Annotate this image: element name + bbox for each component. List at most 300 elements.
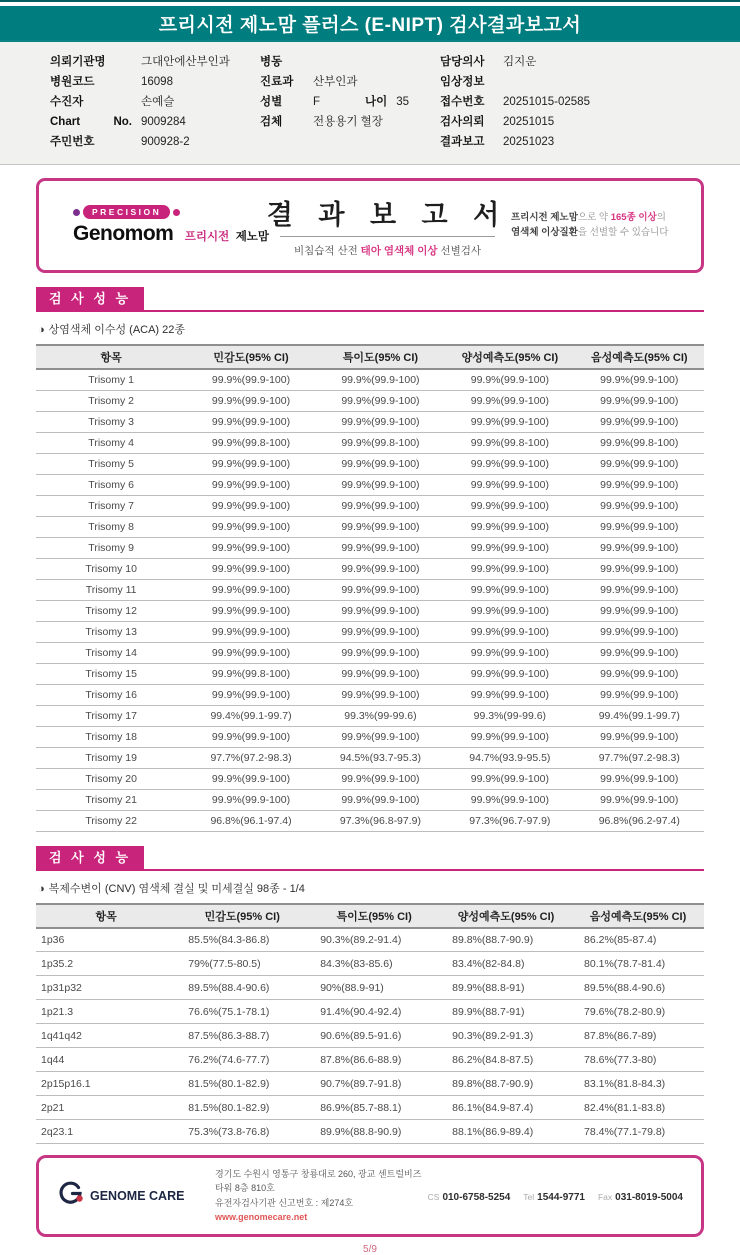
genomecare-logo-icon <box>57 1180 84 1212</box>
value-cell: 99.9%(99.9-100) <box>445 516 574 537</box>
table-row <box>36 928 704 952</box>
info-row <box>50 72 260 92</box>
value-cell: 99.9%(99.9-100) <box>445 642 574 663</box>
info-row <box>440 112 730 132</box>
note-bold-2: 염색체 이상질환 <box>511 226 578 238</box>
subtitle-post: 선별검사 <box>437 245 482 257</box>
cnv-performance-table <box>36 903 704 1145</box>
value-cell: 99.9%(99.9-100) <box>316 474 445 495</box>
value-cell: 99.9%(99.9-100) <box>445 537 574 558</box>
item-cell: Trisomy 11 <box>36 579 186 600</box>
table-row <box>36 789 704 810</box>
value-cell: 99.9%(99.9-100) <box>445 411 574 432</box>
report-title-bar <box>0 6 740 40</box>
item-cell: Trisomy 13 <box>36 621 186 642</box>
item-cell: 2p15p16.1 <box>36 1072 176 1096</box>
item-cell: Trisomy 1 <box>36 369 186 390</box>
item-cell: Trisomy 15 <box>36 663 186 684</box>
report-title-text: 프리시전 제노맘 플러스 (E-NIPT) 검사결과보고서 <box>158 14 582 36</box>
value-cell: 99.9%(99.9-100) <box>575 411 704 432</box>
value-cell: 99.9%(99.9-100) <box>575 684 704 705</box>
value-cell: 99.9%(99.9-100) <box>316 726 445 747</box>
patient-info-column-1 <box>50 52 260 152</box>
item-cell: Trisomy 22 <box>36 810 186 831</box>
field-label: 나이 <box>365 96 388 108</box>
value-cell: 83.1%(81.8-84.3) <box>572 1072 704 1096</box>
value-cell: 99.9%(99.9-100) <box>186 474 315 495</box>
value-cell: 81.5%(80.1-82.9) <box>176 1096 308 1120</box>
item-cell: 1q41q42 <box>36 1024 176 1048</box>
note-line-2 <box>511 226 681 241</box>
value-cell: 89.9%(88.7-91) <box>440 1000 572 1024</box>
value-cell: 97.3%(96.8-97.9) <box>316 810 445 831</box>
section-aca-heading-label: 검 사 성 능 <box>36 287 144 310</box>
field-label: 담당의사 <box>440 56 485 68</box>
value-cell: 99.9%(99.9-100) <box>445 663 574 684</box>
aca-performance-table <box>36 344 704 832</box>
value-cell: 99.9%(99.9-100) <box>186 642 315 663</box>
item-cell: Trisomy 9 <box>36 537 186 558</box>
item-cell: 1p31p32 <box>36 976 176 1000</box>
value-cell: 87.8%(86.7-89) <box>572 1024 704 1048</box>
table-row <box>36 1024 704 1048</box>
value-cell: 99.9%(99.8-100) <box>575 432 704 453</box>
section-cnv-heading-rule <box>36 846 704 871</box>
table-row <box>36 952 704 976</box>
info-row <box>440 52 730 72</box>
item-cell: 2q23.1 <box>36 1120 176 1144</box>
field-value: 16098 <box>141 76 173 88</box>
value-cell: 99.9%(99.9-100) <box>575 390 704 411</box>
subtitle-pre: 비침습적 산전 <box>293 245 361 257</box>
info-row <box>260 112 440 132</box>
value-cell: 99.9%(99.9-100) <box>445 495 574 516</box>
value-cell: 99.9%(99.9-100) <box>186 537 315 558</box>
value-cell: 87.8%(86.6-88.9) <box>308 1048 440 1072</box>
value-cell: 97.7%(97.2-98.3) <box>575 747 704 768</box>
item-cell: Trisomy 2 <box>36 390 186 411</box>
table-row <box>36 453 704 474</box>
brand-korean-genomom: 제노맘 <box>235 231 270 243</box>
field-label: 성별 <box>260 96 283 108</box>
note-end-2: 을 선별할 수 있습니다 <box>577 226 669 238</box>
value-cell: 90.7%(89.7-91.8) <box>308 1072 440 1096</box>
item-cell: Trisomy 4 <box>36 432 186 453</box>
info-row <box>50 52 260 72</box>
brand-block <box>59 205 270 246</box>
table-row <box>36 474 704 495</box>
field-label: 의뢰기관명 <box>50 56 106 68</box>
value-cell: 99.3%(99-99.6) <box>445 705 574 726</box>
field-label: 임상정보 <box>440 76 485 88</box>
table-row <box>36 1120 704 1144</box>
field-value: 9009284 <box>141 116 186 128</box>
value-cell: 99.3%(99-99.6) <box>316 705 445 726</box>
fax-number: 031-8019-5004 <box>615 1191 683 1203</box>
value-cell: 99.9%(99.9-100) <box>186 579 315 600</box>
value-cell: 99.9%(99.9-100) <box>316 453 445 474</box>
cs-number: 010-6758-5254 <box>442 1191 511 1203</box>
column-header: 음성예측도(95% CI) <box>572 904 704 928</box>
value-cell: 99.9%(99.9-100) <box>575 663 704 684</box>
page-top-edge <box>0 0 740 2</box>
value-cell: 86.1%(84.9-87.4) <box>440 1096 572 1120</box>
value-cell: 99.9%(99.9-100) <box>575 495 704 516</box>
contact-tel <box>523 1187 585 1205</box>
table-row <box>36 726 704 747</box>
value-cell: 86.2%(84.8-87.5) <box>440 1048 572 1072</box>
info-row <box>440 92 730 112</box>
value-cell: 78.4%(77.1-79.8) <box>572 1120 704 1144</box>
note-highlight: 165종 이상 <box>610 211 657 223</box>
column-header: 음성예측도(95% CI) <box>575 345 704 369</box>
field-value: 20251023 <box>503 136 555 148</box>
value-cell: 99.9%(99.9-100) <box>575 558 704 579</box>
value-cell: 99.9%(99.9-100) <box>445 768 574 789</box>
value-cell: 99.9%(99.9-100) <box>445 600 574 621</box>
item-cell: Trisomy 12 <box>36 600 186 621</box>
value-cell: 80.1%(78.7-81.4) <box>572 952 704 976</box>
item-cell: Trisomy 20 <box>36 768 186 789</box>
column-header: 양성예측도(95% CI) <box>445 345 574 369</box>
footer-registration: 유전자검사기관 신고번호 : 제274호 <box>215 1197 354 1208</box>
field-value: 900928-2 <box>141 136 190 148</box>
value-cell: 99.9%(99.8-100) <box>186 432 315 453</box>
field-value: 손예슬 <box>141 96 175 108</box>
table-header-row <box>36 345 704 369</box>
value-cell: 91.4%(90.4-92.4) <box>308 1000 440 1024</box>
field-label: Chart No. <box>50 116 132 128</box>
section-cnv-subheading <box>38 880 704 896</box>
section-cnv <box>36 846 704 1145</box>
item-cell: Trisomy 21 <box>36 789 186 810</box>
value-cell: 90.3%(89.2-91.4) <box>308 928 440 952</box>
field-value: 35 <box>396 96 410 108</box>
value-cell: 99.9%(99.9-100) <box>575 768 704 789</box>
item-cell: 1p36 <box>36 928 176 952</box>
note-mid: 으로 약 <box>577 211 611 223</box>
value-cell: 89.8%(88.7-90.9) <box>440 928 572 952</box>
cs-label: CS <box>427 1191 440 1202</box>
brand-line <box>73 222 270 246</box>
field-value: F <box>313 96 321 108</box>
value-cell: 99.9%(99.9-100) <box>316 390 445 411</box>
tel-number: 1544-9771 <box>537 1191 585 1203</box>
badge-dot-left-icon <box>73 209 80 216</box>
table-row <box>36 621 704 642</box>
value-cell: 99.9%(99.9-100) <box>186 768 315 789</box>
value-cell: 99.9%(99.9-100) <box>186 516 315 537</box>
table-row <box>36 516 704 537</box>
table-row <box>36 537 704 558</box>
half-circle-bullet-icon: ◑ <box>38 324 45 336</box>
value-cell: 89.5%(88.4-90.6) <box>176 976 308 1000</box>
field-label: 병원코드 <box>50 76 95 88</box>
table-row <box>36 1000 704 1024</box>
value-cell: 99.9%(99.9-100) <box>186 684 315 705</box>
value-cell: 99.9%(99.9-100) <box>316 558 445 579</box>
note-end-1: 의 <box>656 211 666 223</box>
value-cell: 84.3%(83-85.6) <box>308 952 440 976</box>
value-cell: 75.3%(73.8-76.8) <box>176 1120 308 1144</box>
value-cell: 99.9%(99.9-100) <box>186 453 315 474</box>
field-value: 산부인과 <box>313 76 358 88</box>
section-cnv-heading-label: 검 사 성 능 <box>36 846 144 869</box>
report-subtitle <box>264 243 511 258</box>
field-label: 주민번호 <box>50 136 95 148</box>
note-bold-1: 프리시전 제노맘 <box>511 211 578 223</box>
value-cell: 99.9%(99.9-100) <box>575 621 704 642</box>
table-row <box>36 411 704 432</box>
value-cell: 99.9%(99.9-100) <box>575 789 704 810</box>
table-row <box>36 1048 704 1072</box>
value-cell: 99.9%(99.9-100) <box>575 369 704 390</box>
table-row <box>36 600 704 621</box>
value-cell: 99.9%(99.9-100) <box>316 642 445 663</box>
value-cell: 96.8%(96.1-97.4) <box>186 810 315 831</box>
value-cell: 89.8%(88.7-90.9) <box>440 1072 572 1096</box>
section-aca-subheading-text: 상염색체 이수성 (ACA) 22종 <box>48 324 186 336</box>
item-cell: 1p21.3 <box>36 1000 176 1024</box>
value-cell: 89.5%(88.4-90.6) <box>572 976 704 1000</box>
item-cell: Trisomy 3 <box>36 411 186 432</box>
value-cell: 99.9%(99.9-100) <box>575 642 704 663</box>
field-label: 접수번호 <box>440 96 485 108</box>
value-cell: 97.7%(97.2-98.3) <box>186 747 315 768</box>
value-cell: 99.9%(99.9-100) <box>575 537 704 558</box>
item-cell: Trisomy 17 <box>36 705 186 726</box>
table-row <box>36 579 704 600</box>
item-cell: Trisomy 16 <box>36 684 186 705</box>
value-cell: 99.9%(99.9-100) <box>445 558 574 579</box>
info-row <box>260 72 440 92</box>
value-cell: 99.9%(99.9-100) <box>316 369 445 390</box>
footer-contacts <box>428 1187 683 1205</box>
field-value: 그대안에산부인과 <box>141 56 230 68</box>
contact-cs <box>428 1187 511 1205</box>
value-cell: 99.9%(99.9-100) <box>186 600 315 621</box>
table-row <box>36 684 704 705</box>
value-cell: 99.9%(99.9-100) <box>316 600 445 621</box>
value-cell: 99.9%(99.9-100) <box>445 789 574 810</box>
value-cell: 86.9%(85.7-88.1) <box>308 1096 440 1120</box>
half-circle-bullet-icon: ◑ <box>38 882 45 895</box>
value-cell: 90.6%(89.5-91.6) <box>308 1024 440 1048</box>
value-cell: 99.9%(99.9-100) <box>316 411 445 432</box>
value-cell: 99.9%(99.9-100) <box>575 579 704 600</box>
field-label: 병동 <box>260 56 283 68</box>
item-cell: Trisomy 18 <box>36 726 186 747</box>
field-value: 김지운 <box>503 56 537 68</box>
value-cell: 99.9%(99.9-100) <box>445 474 574 495</box>
value-cell: 97.3%(96.7-97.9) <box>445 810 574 831</box>
value-cell: 76.2%(74.6-77.7) <box>176 1048 308 1072</box>
column-header: 항목 <box>36 904 176 928</box>
value-cell: 78.6%(77.3-80) <box>572 1048 704 1072</box>
report-header-title: 결 과 보 고 서 <box>266 200 509 230</box>
value-cell: 99.9%(99.9-100) <box>445 369 574 390</box>
value-cell: 99.4%(99.1-99.7) <box>575 705 704 726</box>
value-cell: 99.9%(99.9-100) <box>186 558 315 579</box>
report-header-note <box>511 211 681 240</box>
value-cell: 99.9%(99.8-100) <box>445 432 574 453</box>
value-cell: 99.9%(99.9-100) <box>316 579 445 600</box>
value-cell: 90.3%(89.2-91.3) <box>440 1024 572 1048</box>
value-cell: 99.9%(99.9-100) <box>186 390 315 411</box>
item-cell: Trisomy 8 <box>36 516 186 537</box>
value-cell: 99.9%(99.9-100) <box>575 474 704 495</box>
value-cell: 99.9%(99.9-100) <box>186 495 315 516</box>
table-row <box>36 495 704 516</box>
value-cell: 99.9%(99.9-100) <box>575 516 704 537</box>
value-cell: 99.9%(99.9-100) <box>186 621 315 642</box>
info-row <box>50 92 260 112</box>
precision-badge-label: PRECISION <box>83 205 170 219</box>
value-cell: 79%(77.5-80.5) <box>176 952 308 976</box>
info-row <box>440 132 730 152</box>
field-label: 진료과 <box>260 76 294 88</box>
value-cell: 89.9%(88.8-90.9) <box>308 1120 440 1144</box>
value-cell: 99.9%(99.9-100) <box>316 621 445 642</box>
patient-info-column-2 <box>260 52 440 152</box>
table-row <box>36 810 704 831</box>
patient-info-section <box>0 40 740 165</box>
value-cell: 99.9%(99.9-100) <box>445 390 574 411</box>
title-divider <box>280 236 495 237</box>
value-cell: 83.4%(82-84.8) <box>440 952 572 976</box>
genomecare-logo-text: GENOME CARE <box>90 1188 185 1203</box>
value-cell: 99.9%(99.9-100) <box>316 495 445 516</box>
note-line-1 <box>511 211 681 226</box>
contact-fax <box>598 1187 683 1205</box>
report-header-center <box>264 193 511 258</box>
value-cell: 99.9%(99.8-100) <box>186 663 315 684</box>
value-cell: 99.9%(99.9-100) <box>445 453 574 474</box>
precision-badge <box>73 205 264 219</box>
footer-address: 경기도 수원시 영통구 창룡대로 260, 광교 센트럴비즈타워 8층 810호 <box>215 1169 422 1194</box>
value-cell: 99.9%(99.9-100) <box>186 369 315 390</box>
brand-name: Genomom <box>73 222 174 245</box>
item-cell: Trisomy 19 <box>36 747 186 768</box>
table-row <box>36 768 704 789</box>
table-row <box>36 747 704 768</box>
footer-website-link[interactable]: www.genomecare.net <box>215 1212 308 1223</box>
value-cell: 99.9%(99.9-100) <box>186 411 315 432</box>
patient-info-column-3 <box>440 52 730 152</box>
column-header: 양성예측도(95% CI) <box>440 904 572 928</box>
value-cell: 99.9%(99.9-100) <box>575 453 704 474</box>
column-header: 특이도(95% CI) <box>308 904 440 928</box>
column-header: 민감도(95% CI) <box>176 904 308 928</box>
table-row <box>36 390 704 411</box>
field-label: 검체 <box>260 116 283 128</box>
value-cell: 99.9%(99.8-100) <box>316 432 445 453</box>
section-aca-heading-rule <box>36 287 704 312</box>
page-number: 5/9 <box>363 1243 377 1255</box>
section-cnv-subheading-text: 복제수변이 (CNV) 염색체 결실 및 미세결실 98종 - 1/4 <box>48 882 305 895</box>
item-cell: Trisomy 6 <box>36 474 186 495</box>
value-cell: 99.9%(99.9-100) <box>316 684 445 705</box>
field-value: 20251015 <box>503 116 555 128</box>
genomecare-logo <box>57 1180 215 1212</box>
value-cell: 99.9%(99.9-100) <box>445 684 574 705</box>
value-cell: 99.9%(99.9-100) <box>445 726 574 747</box>
value-cell: 86.2%(85-87.4) <box>572 928 704 952</box>
table-row <box>36 1072 704 1096</box>
table-row <box>36 705 704 726</box>
field-label: 검사의뢰 <box>440 116 485 128</box>
subtitle-highlight: 태아 염색체 이상 <box>360 245 438 257</box>
field-label: 결과보고 <box>440 136 485 148</box>
value-cell: 76.6%(75.1-78.1) <box>176 1000 308 1024</box>
value-cell: 94.7%(93.9-95.5) <box>445 747 574 768</box>
column-header: 항목 <box>36 345 186 369</box>
value-cell: 99.9%(99.9-100) <box>186 789 315 810</box>
value-cell: 87.5%(86.3-88.7) <box>176 1024 308 1048</box>
table-row <box>36 642 704 663</box>
info-row <box>50 112 260 132</box>
value-cell: 99.9%(99.9-100) <box>445 579 574 600</box>
value-cell: 99.9%(99.9-100) <box>316 537 445 558</box>
value-cell: 99.9%(99.9-100) <box>316 663 445 684</box>
value-cell: 99.9%(99.9-100) <box>445 621 574 642</box>
value-cell: 99.9%(99.9-100) <box>186 726 315 747</box>
value-cell: 99.9%(99.9-100) <box>575 726 704 747</box>
value-cell: 99.4%(99.1-99.7) <box>186 705 315 726</box>
item-cell: 2p21 <box>36 1096 176 1120</box>
item-cell: 1q44 <box>36 1048 176 1072</box>
value-cell: 88.1%(86.9-89.4) <box>440 1120 572 1144</box>
table-row <box>36 1096 704 1120</box>
field-value: 20251015-02585 <box>503 96 590 108</box>
item-cell: Trisomy 10 <box>36 558 186 579</box>
tel-label: Tel <box>523 1191 535 1202</box>
footer-address-block <box>215 1167 428 1225</box>
value-cell: 79.6%(78.2-80.9) <box>572 1000 704 1024</box>
column-header: 민감도(95% CI) <box>186 345 315 369</box>
field-value: 전용용기 혈장 <box>313 116 383 128</box>
value-cell: 94.5%(93.7-95.3) <box>316 747 445 768</box>
item-cell: Trisomy 14 <box>36 642 186 663</box>
footer-box <box>36 1155 704 1237</box>
info-row <box>260 52 440 72</box>
item-cell: 1p35.2 <box>36 952 176 976</box>
info-row <box>260 92 440 112</box>
report-header-box <box>36 178 704 273</box>
value-cell: 89.9%(88.8-91) <box>440 976 572 1000</box>
table-row <box>36 663 704 684</box>
value-cell: 85.5%(84.3-86.8) <box>176 928 308 952</box>
value-cell: 99.9%(99.9-100) <box>316 516 445 537</box>
value-cell: 90%(88.9-91) <box>308 976 440 1000</box>
info-row <box>50 132 260 152</box>
info-row <box>440 72 730 92</box>
section-aca <box>36 287 704 832</box>
brand-korean-precision: 프리시전 <box>184 231 230 243</box>
table-row <box>36 558 704 579</box>
table-row <box>36 369 704 390</box>
value-cell: 99.9%(99.9-100) <box>575 600 704 621</box>
value-cell: 81.5%(80.1-82.9) <box>176 1072 308 1096</box>
value-cell: 99.9%(99.9-100) <box>316 768 445 789</box>
column-header: 특이도(95% CI) <box>316 345 445 369</box>
badge-dot-right-icon <box>173 209 180 216</box>
value-cell: 99.9%(99.9-100) <box>316 789 445 810</box>
item-cell: Trisomy 7 <box>36 495 186 516</box>
value-cell: 82.4%(81.1-83.8) <box>572 1096 704 1120</box>
item-cell: Trisomy 5 <box>36 453 186 474</box>
table-row <box>36 432 704 453</box>
